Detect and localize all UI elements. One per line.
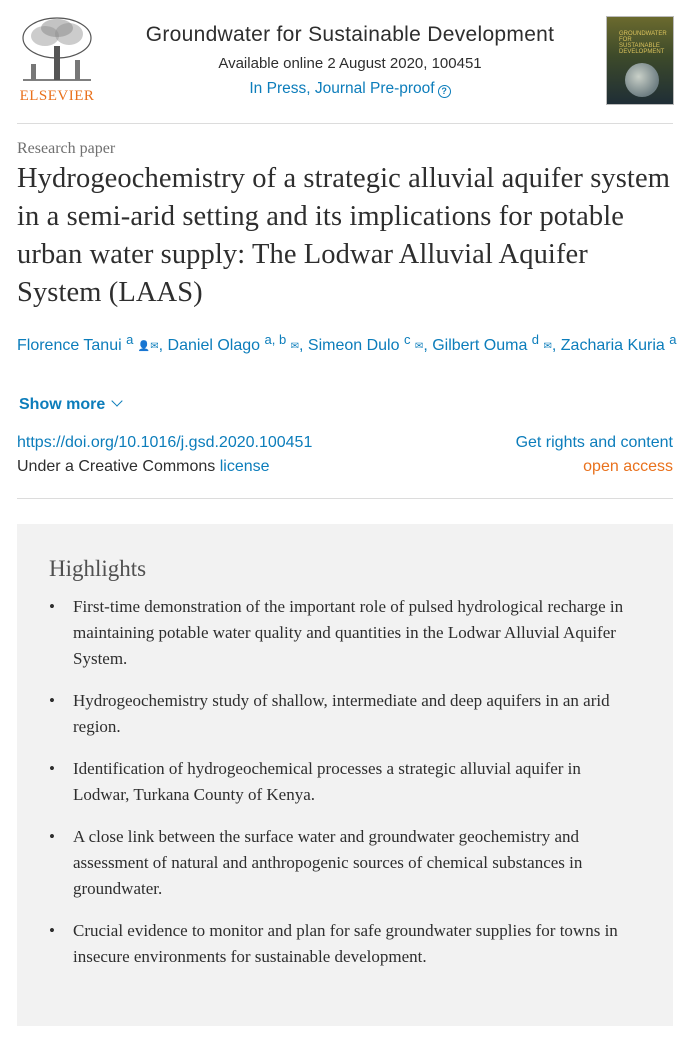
bullet-icon: • — [49, 597, 55, 616]
highlight-text: Crucial evidence to monitor and plan for safe groundwater supplies for towns in insecure environments for sustainable development. — [73, 921, 618, 966]
email-icon: ✉ — [414, 341, 424, 352]
cover-title: GROUNDWATER FOR SUSTAINABLE DEVELOPMENT — [619, 31, 667, 55]
highlights-list — [49, 594, 639, 986]
doi-link[interactable]: https://doi.org/10.1016/j.gsd.2020.100451 — [17, 434, 313, 451]
header-divider — [17, 123, 673, 124]
license-link[interactable]: license — [219, 458, 270, 475]
show-more-label: Show more — [19, 396, 106, 413]
author-name: Zacharia Kuria — [560, 337, 665, 354]
author-link[interactable] — [560, 332, 677, 354]
bullet-icon: • — [49, 759, 55, 778]
availability-date: Available online 2 August 2020, 100451 — [218, 55, 482, 72]
highlights-section — [17, 524, 673, 1026]
email-icon: ✉ — [150, 341, 159, 352]
bullet-icon: • — [49, 827, 55, 846]
affiliation-sup: a, b — [264, 332, 287, 347]
affiliation-sup: c — [403, 332, 411, 347]
journal-title[interactable]: Groundwater for Sustainable Development — [145, 23, 555, 46]
author-name: Simeon Dulo — [307, 337, 400, 354]
journal-status-label: In Press, Journal Pre-proof — [249, 80, 435, 97]
highlight-item — [49, 918, 639, 970]
tree-icon — [17, 16, 97, 86]
journal-cover-image[interactable] — [606, 16, 674, 105]
highlight-text: A close link between the surface water and groundwater geochemistry and assessment of natural and anthropogenic sources of chemical substances in groundwater. — [73, 827, 583, 898]
author-link[interactable] — [17, 332, 159, 354]
person-icon: 👤 — [137, 341, 151, 352]
affiliation-sup: d — [531, 332, 540, 347]
highlight-item — [49, 594, 639, 672]
highlight-item — [49, 824, 639, 902]
open-access-badge: open access — [583, 458, 673, 475]
author-name: Florence Tanui — [17, 337, 122, 354]
author-link[interactable] — [307, 332, 424, 354]
affiliation-sup: a — [126, 332, 134, 347]
journal-header — [0, 0, 692, 124]
author-link[interactable] — [432, 332, 552, 354]
affiliation-sup: a — [669, 332, 677, 347]
journal-info — [110, 20, 590, 100]
article-type: Research paper — [17, 140, 116, 157]
chevron-down-icon — [112, 395, 123, 406]
author-link[interactable] — [167, 332, 300, 354]
bullet-icon: • — [49, 691, 55, 710]
highlight-item — [49, 756, 639, 808]
email-icon: ✉ — [290, 341, 300, 352]
author-list: Florence Tanui $^a$ 👤✉, Daniel Olago $^{a, b}$ ✉, Simeon Dulo $^c$ ✉, Gilbert Ouma $^d$ ✉, Zacharia Kuria $^a$ — [17, 332, 677, 354]
author-name: Gilbert Ouma — [432, 337, 528, 354]
help-icon[interactable]: ? — [438, 85, 451, 98]
highlight-text: Hydrogeochemistry study of shallow, intermediate and deep aquifers in an arid region. — [73, 691, 610, 736]
bullet-icon: • — [49, 921, 55, 940]
license-line — [17, 458, 270, 476]
elsevier-wordmark: ELSEVIER — [19, 88, 95, 104]
journal-status-link[interactable] — [110, 78, 590, 100]
article-title: Hydrogeochemistry of a strategic alluvial aquifer system in a semi-arid setting and its implications for potable urban water supply: The Lodwar Alluvial Aquifer System (LAAS) — [17, 163, 670, 308]
rights-link[interactable]: Get rights and content — [515, 434, 673, 451]
author-name: Daniel Olago — [167, 337, 261, 354]
license-prefix: Under a Creative Commons — [17, 458, 220, 475]
content-divider — [17, 498, 673, 499]
email-icon: ✉ — [543, 341, 552, 352]
highlight-text: First-time demonstration of the important role of pulsed hydrological recharge in maintaining potable water quality and quantities in the Lodwar Alluvial Aquifer System. — [73, 597, 624, 668]
show-more-button[interactable] — [19, 396, 121, 414]
globe-icon — [625, 63, 659, 97]
highlights-title: Highlights — [49, 556, 147, 581]
elsevier-logo[interactable] — [17, 16, 97, 106]
highlight-item — [49, 688, 639, 740]
highlight-text: Identification of hydrogeochemical processes a strategic alluvial aquifer in Lodwar, Turkana County of Kenya. — [73, 759, 581, 804]
